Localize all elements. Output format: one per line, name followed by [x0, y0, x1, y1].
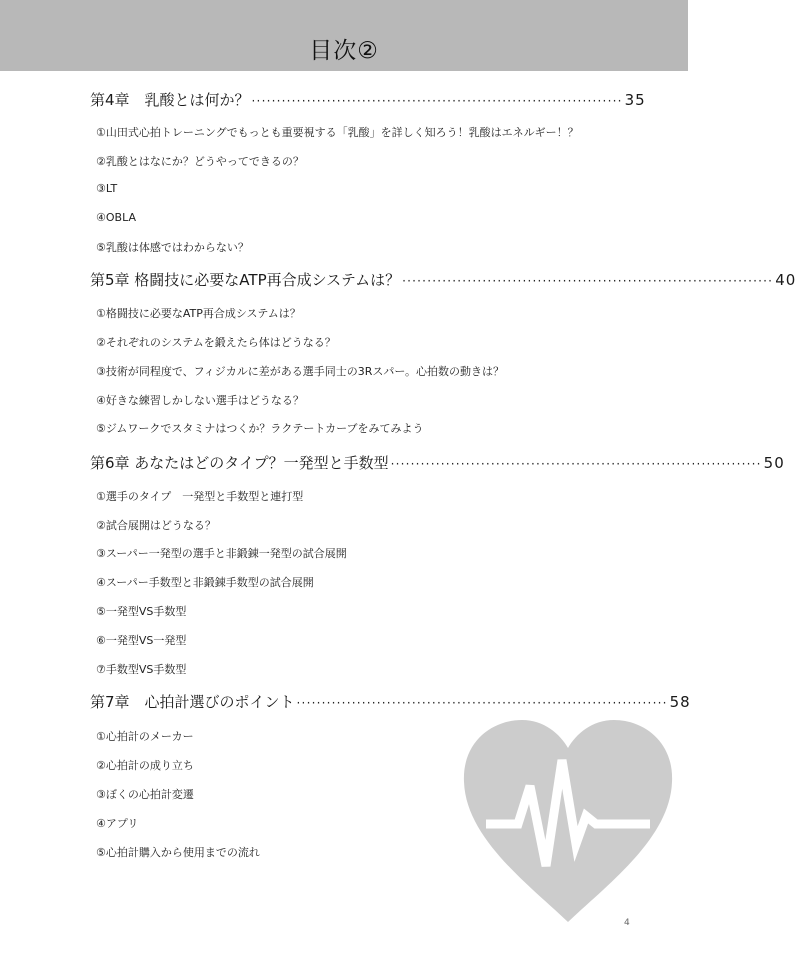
chapter-page-number: 50 [763, 454, 785, 472]
toc-item: ①選手のタイプ 一発型と手数型と連打型 [96, 490, 304, 503]
toc-item: ④アプリ [96, 817, 139, 830]
toc-item: ⑤心拍計購入から使用までの流れ [96, 846, 260, 859]
toc-item: ⑤ジムワークでスタミナはつくか？ラクテートカーブをみてみよう [96, 422, 424, 435]
page-title: 目次② [309, 38, 379, 64]
chapter-title: 第7章 心拍計選びのポイント [90, 693, 295, 711]
leader-dots: ·········································································· [251, 94, 623, 108]
chapter-page-number: 40 [775, 271, 796, 289]
toc-item: ③スーパー一発型の選手と非鍛錬一発型の試合展開 [96, 547, 347, 560]
toc-item: ④OBLA [96, 211, 136, 224]
toc-item: ⑥一発型VS一発型 [96, 634, 187, 647]
chapter-7-heading [90, 691, 691, 713]
chapter-title: 第5章 格闘技に必要なATP再合成システムは？ [90, 271, 401, 289]
toc-item: ②それぞれのシステムを鍛えたら体はどうなる？ [96, 336, 336, 349]
toc-item: ②心拍計の成り立ち [96, 759, 194, 772]
toc-item: ⑤一発型VS手数型 [96, 605, 187, 618]
toc-item: ④好きな練習しかしない選手はどうなる？ [96, 394, 304, 407]
toc-item: ⑦手数型VS手数型 [96, 663, 187, 676]
chapter-page-number: 35 [624, 91, 646, 109]
toc-item: ①格闘技に必要なATP再合成システムは？ [96, 307, 301, 320]
toc-item: ②乳酸とはなにか？どうやってできるの？ [96, 155, 304, 168]
chapter-5-heading [90, 269, 796, 291]
toc-item: ③ぼくの心拍計変遷 [96, 788, 194, 801]
heart-pulse-icon [458, 716, 678, 926]
toc-item: ⑤乳酸は体感ではわからない？ [96, 241, 249, 254]
leader-dots: ·········································································· [390, 457, 762, 471]
toc-item: ④スーパー手数型と非鍛錬手数型の試合展開 [96, 576, 314, 589]
page-number: 4 [624, 918, 630, 928]
leader-dots: ·········································································· [296, 696, 668, 710]
chapter-title: 第4章 乳酸とは何か？ [90, 91, 250, 109]
chapter-4-heading [90, 89, 646, 111]
toc-item: ①山田式心拍トレーニングでもっとも重要視する「乳酸」を詳しく知ろう！乳酸はエネルギー！？ [96, 126, 579, 139]
toc-item: ③技術が同程度で、フィジカルに差がある選手同士の3Rスパー。心拍数の動きは？ [96, 365, 504, 378]
toc-item: ①心拍計のメーカー [96, 730, 194, 743]
chapter-page-number: 58 [669, 693, 691, 711]
toc-item: ③LT [96, 182, 118, 195]
toc-item: ②試合展開はどうなる？ [96, 519, 216, 532]
chapter-title: 第6章 あなたはどのタイプ？一発型と手数型 [90, 454, 389, 472]
leader-dots: ·········································································· [402, 274, 774, 288]
chapter-6-heading [90, 452, 785, 474]
